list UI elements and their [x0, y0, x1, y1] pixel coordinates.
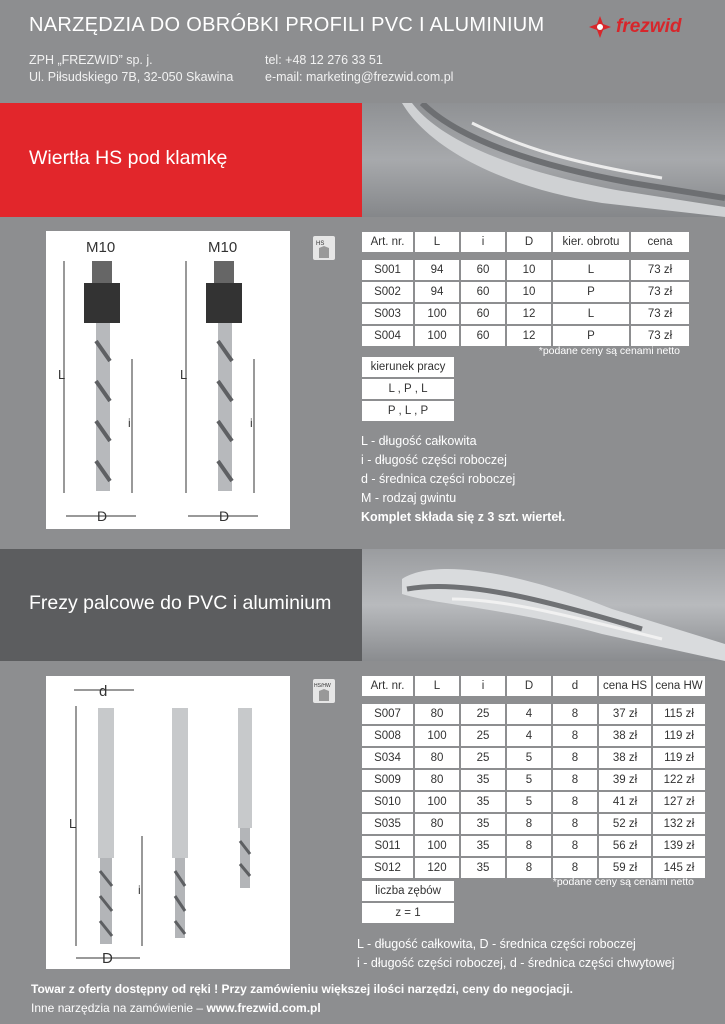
cell: 25 — [461, 704, 505, 724]
cell: 8 — [507, 814, 551, 834]
cell: 35 — [461, 858, 505, 878]
section1-drawing — [46, 231, 290, 529]
cell: 100 — [415, 304, 459, 324]
website-link[interactable]: www.frezwid.com.pl — [206, 1001, 321, 1015]
i-label-left: i — [128, 416, 131, 430]
cell: 38 zł — [599, 726, 651, 746]
legend-item: M - rodzaj gwintu — [361, 491, 457, 505]
cell: S010 — [362, 792, 413, 812]
section2-banner — [0, 549, 362, 661]
table-header-cell: Art. nr. — [362, 232, 413, 252]
cell: 35 — [461, 814, 505, 834]
work-direction-table — [360, 355, 456, 423]
i-label-right: i — [250, 416, 253, 430]
hs-badge — [313, 236, 335, 265]
m-right-label: M10 — [208, 239, 238, 256]
table-header-cell: cena — [631, 232, 689, 252]
table-row — [362, 282, 689, 302]
brand-logo — [588, 12, 713, 42]
cell: 73 zł — [631, 260, 689, 280]
table-header-cell: Art. nr. — [362, 676, 413, 696]
cell: 94 — [415, 260, 459, 280]
table-row — [362, 858, 705, 878]
cell: 115 zł — [653, 704, 705, 724]
company-address: Ul. Piłsudskiego 7B, 32-050 Skawina — [29, 70, 234, 84]
cell: 4 — [507, 726, 551, 746]
section1-photo — [362, 103, 725, 217]
cell: 100 — [415, 726, 459, 746]
end-mill-2-icon — [172, 708, 188, 938]
section2-photo — [362, 549, 725, 661]
legend-item: i - długość części roboczej — [361, 453, 507, 467]
cell: S009 — [362, 770, 413, 790]
legend-item: d - średnica części roboczej — [361, 472, 516, 486]
cell: S011 — [362, 836, 413, 856]
cell: 119 zł — [653, 748, 705, 768]
hs-hw-badge-label: HS/HW — [314, 683, 331, 689]
table-row — [362, 770, 705, 790]
set-note: Komplet składa się z 3 szt. wierteł. — [361, 510, 566, 524]
cell: 8 — [507, 836, 551, 856]
section2-drawing — [46, 676, 290, 969]
cell: P — [553, 282, 629, 302]
table-row — [362, 260, 689, 280]
email: e-mail: marketing@frezwid.com.pl — [265, 70, 454, 84]
l-label: L — [69, 816, 77, 831]
table-header-cell: d — [553, 676, 597, 696]
table-header-cell: kier. obrotu — [553, 232, 629, 252]
table-header-cell: D — [507, 676, 551, 696]
d-label-left: D — [97, 508, 108, 524]
section1-table — [360, 230, 691, 348]
end-mill-3-icon — [238, 708, 252, 888]
cell: S004 — [362, 326, 413, 346]
drill-photo-icon — [362, 103, 725, 217]
table-row — [362, 304, 689, 324]
price-note-1: *podane ceny są cenami netto — [538, 345, 680, 357]
table-row — [362, 814, 705, 834]
drill-left-icon — [84, 261, 120, 491]
cell: 12 — [507, 326, 551, 346]
table-header-row — [362, 232, 689, 252]
end-mill-photo-icon — [362, 549, 725, 661]
teeth-header: liczba zębów — [362, 881, 454, 901]
contact-info — [265, 52, 453, 86]
l-label-right: L — [180, 367, 188, 382]
section1-banner — [0, 103, 362, 217]
cell: 12 — [507, 304, 551, 324]
table-header-cell: cena HS — [599, 676, 651, 696]
cell: 132 zł — [653, 814, 705, 834]
table-header-cell: D — [507, 232, 551, 252]
cell: 8 — [553, 726, 597, 746]
table-header-row — [362, 676, 705, 696]
cell: 10 — [507, 282, 551, 302]
drill-drawing — [46, 231, 290, 529]
table-row — [362, 704, 705, 724]
cell: S003 — [362, 304, 413, 324]
cell: 8 — [553, 704, 597, 724]
cell: 60 — [461, 326, 505, 346]
cell: 145 zł — [653, 858, 705, 878]
cell: 35 — [461, 836, 505, 856]
cell: 94 — [415, 282, 459, 302]
cell: 80 — [415, 814, 459, 834]
page-title: NARZĘDZIA DO OBRÓBKI PROFILI PVC I ALUMINIUM — [29, 14, 545, 36]
cell: 73 zł — [631, 326, 689, 346]
cell: 59 zł — [599, 858, 651, 878]
table-row — [362, 726, 705, 746]
cell: 100 — [415, 836, 459, 856]
cell: L — [553, 304, 629, 324]
footer-prefix: Inne narzędzia na zamówienie – — [31, 1001, 207, 1015]
cell: 5 — [507, 748, 551, 768]
cell: 139 zł — [653, 836, 705, 856]
hs-badge-label: HS — [316, 241, 325, 247]
hs-badge-icon — [313, 236, 335, 260]
cell: 8 — [553, 748, 597, 768]
cell: 120 — [415, 858, 459, 878]
section2-legend — [357, 935, 674, 973]
l-label-left: L — [58, 367, 66, 382]
cell: S007 — [362, 704, 413, 724]
brand-name: frezwid — [616, 16, 682, 37]
section2-title: Frezy palcowe do PVC i aluminium — [29, 592, 332, 614]
cell: 73 zł — [631, 304, 689, 324]
d-small-label: d — [99, 683, 108, 700]
hs-hw-badge-icon — [313, 679, 335, 703]
footer-line1: Towar z oferty dostępny od ręki ! Przy zamówieniu większej ilości narzędzi, ceny do negocjacji. — [31, 982, 573, 996]
teeth-value: z = 1 — [362, 903, 454, 923]
cell: 8 — [507, 858, 551, 878]
cell: 73 zł — [631, 282, 689, 302]
cell: 8 — [553, 814, 597, 834]
cell: S035 — [362, 814, 413, 834]
cell: 60 — [461, 282, 505, 302]
cell: 100 — [415, 792, 459, 812]
table-header-cell: i — [461, 232, 505, 252]
end-mill-1-icon — [98, 708, 114, 944]
footer — [31, 980, 573, 1018]
cell: S001 — [362, 260, 413, 280]
cell: 25 — [461, 726, 505, 746]
i-label: i — [138, 883, 141, 897]
cell: 35 — [461, 770, 505, 790]
table-row — [362, 326, 689, 346]
frezwid-logo-icon — [588, 15, 612, 39]
teeth-table — [360, 879, 456, 925]
m-left-label: M10 — [86, 239, 116, 256]
phone: tel: +48 12 276 33 51 — [265, 53, 383, 67]
d-label-right: D — [219, 508, 230, 524]
cell: S034 — [362, 748, 413, 768]
cell: 38 zł — [599, 748, 651, 768]
legend-item: L - długość całkowita, D - średnica części roboczej — [357, 937, 636, 951]
cell: S008 — [362, 726, 413, 746]
work-direction-header: kierunek pracy — [362, 357, 454, 377]
cell: 119 zł — [653, 726, 705, 746]
table-row — [362, 748, 705, 768]
section1-legend — [361, 432, 565, 527]
cell: 122 zł — [653, 770, 705, 790]
cell: 60 — [461, 260, 505, 280]
cell: 37 zł — [599, 704, 651, 724]
cell: 4 — [507, 704, 551, 724]
cell: 35 — [461, 792, 505, 812]
d-big-label: D — [102, 950, 113, 967]
cell: 8 — [553, 858, 597, 878]
drill-right-icon — [206, 261, 242, 491]
company-name: ZPH „FREZWID” sp. j. — [29, 53, 153, 67]
cell: 39 zł — [599, 770, 651, 790]
work-direction-value: L , P , L — [362, 379, 454, 399]
cell: 80 — [415, 704, 459, 724]
table-row — [362, 836, 705, 856]
table-header-cell: cena HW — [653, 676, 705, 696]
table-header-cell: i — [461, 676, 505, 696]
work-direction-value: P , L , P — [362, 401, 454, 421]
end-mill-drawing — [46, 676, 290, 969]
price-note-2: *podane ceny są cenami netto — [552, 876, 694, 888]
cell: S002 — [362, 282, 413, 302]
cell: L — [553, 260, 629, 280]
company-info — [29, 52, 233, 86]
cell: 5 — [507, 770, 551, 790]
table-header-cell: L — [415, 232, 459, 252]
cell: 8 — [553, 836, 597, 856]
cell: 80 — [415, 748, 459, 768]
cell: 41 zł — [599, 792, 651, 812]
legend-item: i - długość części roboczej, d - średnica części chwytowej — [357, 956, 675, 970]
hs-hw-badge — [313, 679, 335, 708]
cell: 80 — [415, 770, 459, 790]
cell: 127 zł — [653, 792, 705, 812]
cell: 8 — [553, 770, 597, 790]
cell: 10 — [507, 260, 551, 280]
cell: 56 zł — [599, 836, 651, 856]
cell: 5 — [507, 792, 551, 812]
cell: 25 — [461, 748, 505, 768]
cell: 60 — [461, 304, 505, 324]
cell: 52 zł — [599, 814, 651, 834]
table-header-cell: L — [415, 676, 459, 696]
legend-item: L - długość całkowita — [361, 434, 477, 448]
cell: P — [553, 326, 629, 346]
section1-title: Wiertła HS pod klamkę — [29, 147, 228, 169]
cell: S012 — [362, 858, 413, 878]
table-row — [362, 792, 705, 812]
cell: 8 — [553, 792, 597, 812]
section2-table — [360, 674, 707, 880]
footer-line2 — [31, 999, 573, 1018]
cell: 100 — [415, 326, 459, 346]
